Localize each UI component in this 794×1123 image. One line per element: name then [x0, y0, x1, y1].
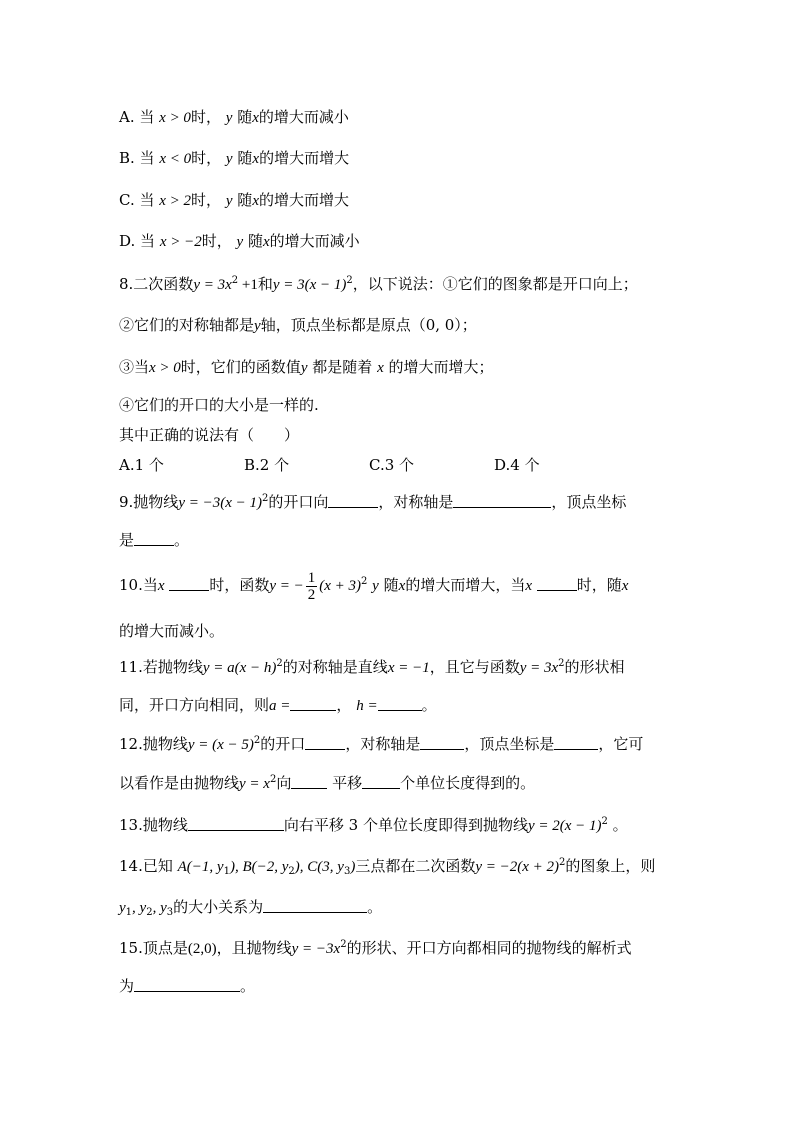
- answer-blank[interactable]: [169, 575, 209, 591]
- q15-line-2: 为 。: [119, 977, 256, 995]
- q9-line-1: 9.抛物线$y = -3(x - 1)^2$的开口向 ，对称轴是 ，顶点坐标: [119, 493, 627, 511]
- q11-line-1: 11.若抛物线$y = a(x - h)^2$的对称轴是直线x = −1，且它与函数$y = 3x^2$的形状相: [119, 658, 625, 676]
- q8-options: [119, 454, 619, 476]
- answer-blank[interactable]: [453, 492, 551, 508]
- q15-line-1: 15.顶点是(2,0)，且抛物线$y = -3x^2$的形状、开口方向都相同的抛物线的解析式: [119, 939, 632, 957]
- answer-blank[interactable]: [134, 976, 240, 992]
- q10-line-1: 10.当x 时，函数y = − $\frac{1}{2}$ $(x + 3)^2$ y 随x的增大而增大，当x 时，随x: [119, 569, 629, 603]
- q7-option-c: C. 当 x > 2时， y 随x的增大而增大: [119, 191, 349, 209]
- q14-line-1: 14.已知 A(−1, $y_1$), B(−2, $y_2$), C(3, $y_3$)三点都在二次函数$y = -2(x + 2)^2$的图象上，则: [119, 857, 656, 877]
- q8-option: C.3 个: [369, 456, 415, 474]
- answer-blank[interactable]: [188, 815, 284, 831]
- answer-blank[interactable]: [305, 734, 345, 750]
- q7-option-a: A. 当 x > 0时， y 随x的增大而减小: [119, 108, 349, 126]
- q8-line-2: ②它们的对称轴都是y轴，顶点坐标都是原点（0, 0）；: [119, 316, 477, 334]
- q14-line-2: $y_1$, $y_2$, $y_3$的大小关系为 。: [119, 898, 383, 918]
- answer-blank[interactable]: [554, 734, 598, 750]
- q12-line-2: 以看作是由抛物线$y = x^2$向 平移 个单位长度得到的。: [119, 774, 536, 792]
- answer-blank[interactable]: [537, 575, 577, 591]
- answer-blank[interactable]: [134, 530, 174, 546]
- answer-blank[interactable]: [420, 734, 464, 750]
- answer-blank[interactable]: [362, 773, 400, 789]
- fraction: $\frac{1}{2}$: [307, 569, 316, 603]
- answer-blank[interactable]: [328, 492, 378, 508]
- q12-line-1: 12.抛物线$y = (x - 5)^2$的开口 ，对称轴是 ，顶点坐标是 ，它可: [119, 735, 644, 753]
- q8-line-1: 8.二次函数$y = 3x^2 +1$和$y = 3(x - 1)^2$，以下说法：①它们的图象都是开口向上；: [119, 275, 638, 293]
- answer-blank[interactable]: [291, 773, 327, 789]
- q8-option: D.4 个: [494, 456, 540, 474]
- q7-option-b: B. 当 x < 0时， y 随x的增大而增大: [119, 149, 350, 167]
- answer-blank[interactable]: [378, 695, 422, 711]
- q8-option: A.1 个: [119, 456, 164, 474]
- answer-blank[interactable]: [263, 897, 367, 913]
- q9-line-2: 是 。: [119, 531, 190, 549]
- q8-line-3: ③当x > 0时，它们的函数值y 都是随着 x 的增大而增大；: [119, 358, 494, 376]
- q10-line-2: 的增大而减小。: [119, 622, 225, 640]
- q8-line-4: ④它们的开口的大小是一样的.: [119, 396, 319, 414]
- q13-line-1: 13.抛物线 向右平移 3 个单位长度即得到抛物线$y = 2(x - 1)^2$ 。: [119, 816, 628, 834]
- q8-line-5: 其中正确的说法有（ ）: [119, 426, 300, 444]
- answer-blank[interactable]: [290, 695, 336, 711]
- q11-line-2: 同，开口方向相同，则a = ， h = 。: [119, 696, 437, 714]
- q8-option: B.2 个: [244, 456, 290, 474]
- q7-option-d: D. 当 x > −2时， y 随x的增大而减小: [119, 232, 360, 250]
